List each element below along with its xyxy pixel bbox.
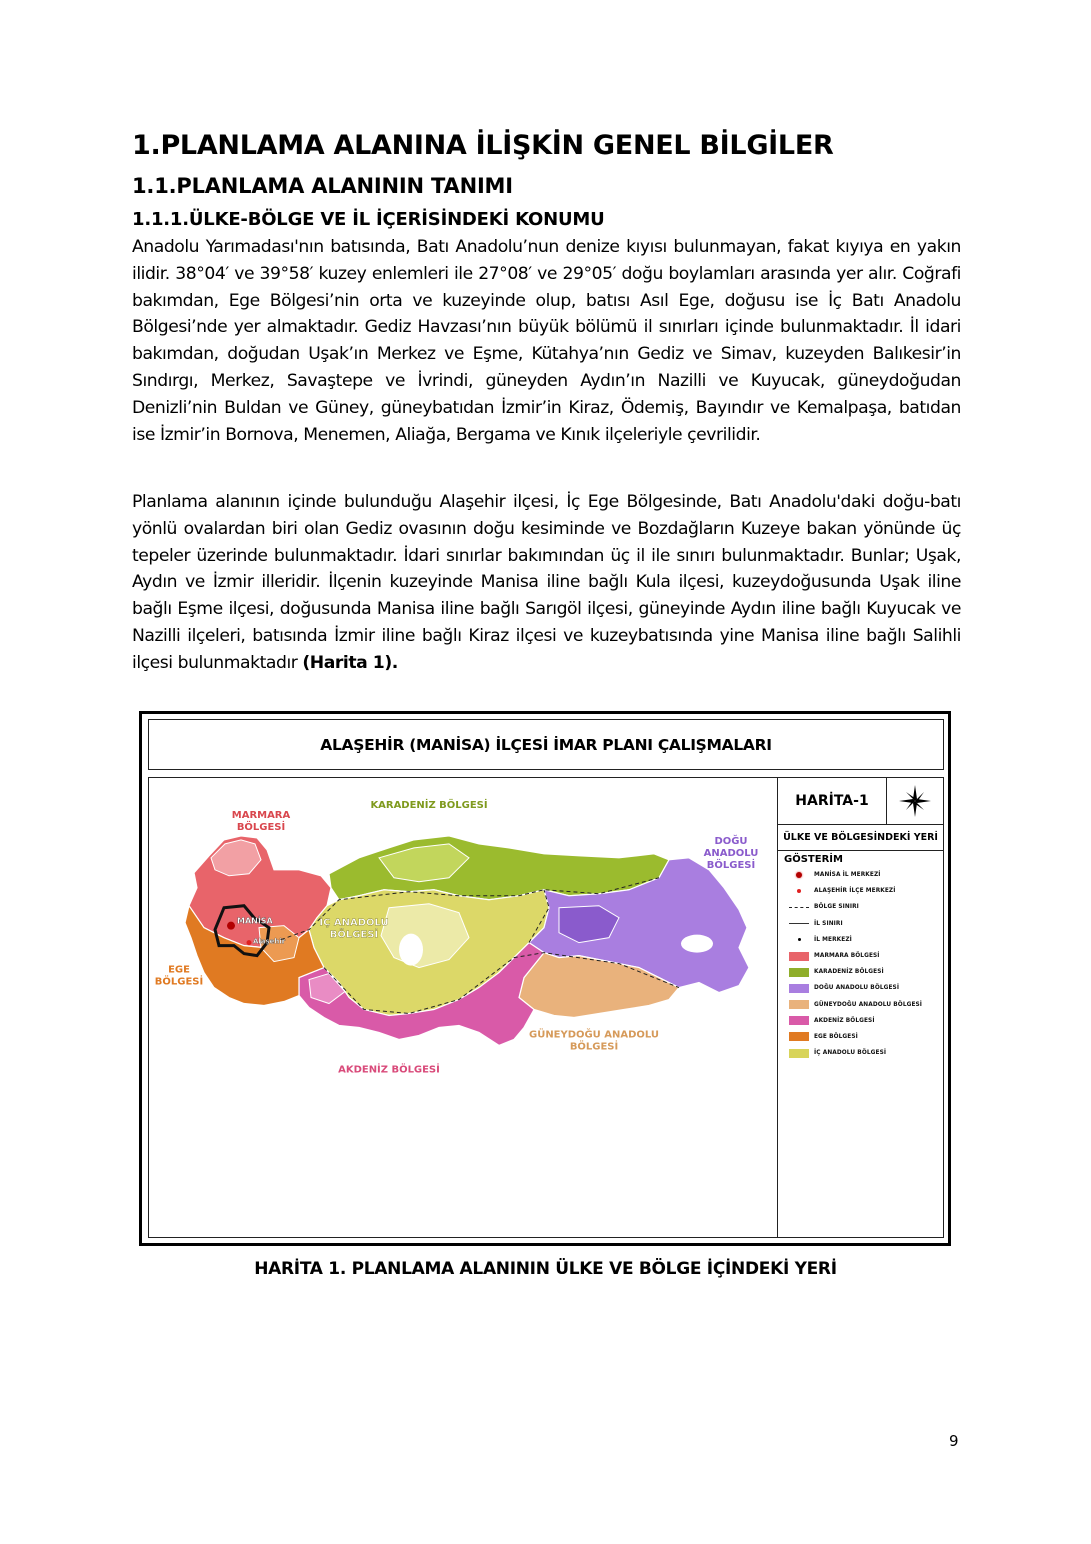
compass-rose-icon (887, 778, 943, 824)
lake-tuz (399, 934, 423, 966)
manisa-center-symbol-icon (796, 872, 802, 878)
legend-label: GÜNEYDOĞU ANADOLU BÖLGESİ (814, 1001, 923, 1008)
label-ege: EGE (168, 964, 190, 976)
legend-swatch (789, 968, 809, 977)
legend-label: ALAŞEHİR İLÇE MERKEZİ (814, 888, 896, 895)
label-alasehir: Alaşehir (253, 937, 286, 946)
alasehir-center-marker (247, 940, 252, 945)
legend-label: MANİSA İL MERKEZİ (814, 872, 881, 879)
label-guneydogu-2: BÖLGESİ (569, 1041, 619, 1053)
legend-item (784, 899, 939, 915)
legend-swatch (789, 952, 809, 961)
lake-van (681, 935, 713, 953)
legend-item (784, 964, 939, 980)
map-reference: (Harita 1). (302, 652, 398, 673)
legend-label: MARMARA BÖLGESİ (814, 953, 880, 960)
region-border-symbol-icon (789, 907, 809, 908)
legend-item (784, 916, 939, 932)
label-guneydogu: GÜNEYDOĞU ANADOLU (529, 1029, 659, 1041)
label-dogu: DOĞU (714, 835, 748, 847)
map-body (148, 777, 944, 1238)
legend-item (784, 867, 939, 883)
map-figure (139, 711, 951, 1246)
legend-swatch (789, 1049, 809, 1058)
legend-swatch (789, 1032, 809, 1041)
map-title: ALAŞEHİR (MANİSA) İLÇESİ İMAR PLANI ÇALIŞMALARI (148, 719, 944, 770)
label-marmara-2: BÖLGESİ (236, 821, 286, 833)
heading-level-3: 1.1.1.ÜLKE-BÖLGE VE İL İÇERİSİNDEKİ KONUMU (132, 209, 605, 230)
legend-item (784, 1029, 939, 1045)
legend-swatch (789, 984, 809, 993)
legend-item (784, 980, 939, 996)
province-center-symbol-icon (798, 938, 801, 941)
legend-label: EGE BÖLGESİ (814, 1033, 858, 1040)
label-dogu-3: BÖLGESİ (706, 859, 756, 871)
page-number: 9 (949, 1432, 959, 1450)
label-ic-anadolu: İÇ ANADOLU (319, 917, 389, 929)
label-manisa: MANİSA (237, 916, 273, 926)
legend-item (784, 948, 939, 964)
province-border-symbol-icon (789, 923, 809, 924)
paragraph-location: Anadolu Yarımadası'nın batısında, Batı Anadolu’nun denize kıyısı bulunmayan, fakat kıyıya en yakın ilidir. 38°04′ ve 39°58′ kuzey enlemleri ile 27°08′ ve 29°05′ doğu boylamları arasında yer alır. Coğrafi bakımdan, Ege Bölgesi’nin orta ve kuzeyinde olup, batısı Asıl Ege, doğusu ise İç Batı Anadolu Bölgesi’nde yer almaktadır. Gediz Havzası’nın büyük bölümü il sınırları içinde bulunmaktadır. İl idari bakımdan, doğudan Uşak’ın Merkez ve Eşme, Kütahya’nın Gediz ve Simav, kuzeyden Balıkesir’in Sındırgı, Merkez, Savaştepe ve İvrindi, güneyden Aydın’ın Nazilli ve Kuyucak, güneydoğudan Denizli’nin Buldan ve Güney, güneybatıdan İzmir’in Kiraz, Ödemiş, Bayındır ve Kemalpaşa, batıdan ise İzmir’in Bornova, Menemen, Aliağa, Bergama ve Kınık ilçeleriyle çevrilidir. (132, 237, 961, 445)
manisa-center-marker (227, 922, 235, 930)
legend-label: KARADENİZ BÖLGESİ (814, 969, 884, 976)
label-marmara: MARMARA (231, 809, 291, 821)
district-center-symbol-icon (797, 889, 801, 893)
legend-item (784, 883, 939, 899)
paragraph-planning-area-text: Planlama alanının içinde bulunduğu Alaşehir ilçesi, İç Ege Bölgesinde, Batı Anadolu'daki doğu-batı yönlü ovalardan biri olan Gediz ovasının doğu kesiminde ve Bozdağların Kuzeye bakan yönünde üç tepeler üzerinde bulunmaktadır. İdari sınırlar bakımından üç il ile sınırı bulunmaktadır. Bunlar; Uşak, Aydın ve İzmir illeridir. İlçenin kuzeyinde Manisa iline bağlı Kula ilçesi, kuzeydoğusunda Uşak iline bağlı Eşme ilçesi, doğusunda Manisa iline bağlı Sarıgöl ilçesi, güneyinde Aydın iline bağlı Kuyucak ve Nazilli ilçeleri, batısında İzmir iline bağlı Kiraz ilçesi ve kuzeybatısında yine Manisa iline bağlı Salihli ilçesi bulunmaktadır (132, 492, 961, 673)
legend-label: AKDENİZ BÖLGESİ (814, 1017, 875, 1024)
map-legend (784, 854, 939, 1061)
turkey-regions-map (149, 778, 777, 1237)
heading-level-2: 1.1.PLANLAMA ALANININ TANIMI (132, 174, 513, 198)
legend-label: İL MERKEZİ (814, 936, 852, 943)
legend-item (784, 997, 939, 1013)
label-ege-2: BÖLGESİ (154, 976, 204, 988)
map-sheet-label: HARİTA-1 (778, 778, 887, 824)
map-side-panel (777, 778, 943, 1237)
legend-label: BÖLGE SINIRI (814, 904, 859, 911)
heading-level-1: 1.PLANLAMA ALANINA İLİŞKİN GENEL BİLGİLER (132, 130, 834, 161)
label-karadeniz: KARADENİZ BÖLGESİ (370, 799, 488, 811)
legend-label: DOĞU ANADOLU BÖLGESİ (814, 985, 900, 992)
legend-label: İÇ ANADOLU BÖLGESİ (814, 1050, 887, 1057)
legend-swatch (789, 1016, 809, 1025)
paragraph-planning-area (132, 489, 961, 677)
label-ic-anadolu-2: BÖLGESİ (329, 929, 379, 941)
legend-swatch (789, 1000, 809, 1009)
map-subtitle: ÜLKE VE BÖLGESİNDEKİ YERİ (778, 824, 943, 851)
legend-label: İL SINIRI (814, 920, 843, 927)
legend-item (784, 932, 939, 948)
label-dogu-2: ANADOLU (703, 847, 759, 859)
legend-title: GÖSTERİM (784, 854, 843, 865)
map-side-header (778, 778, 943, 825)
legend-item (784, 1045, 939, 1061)
legend-item (784, 1013, 939, 1029)
label-akdeniz: AKDENİZ BÖLGESİ (338, 1064, 440, 1076)
figure-caption: HARİTA 1. PLANLAMA ALANININ ÜLKE VE BÖLGE İÇİNDEKİ YERİ (254, 1259, 837, 1279)
